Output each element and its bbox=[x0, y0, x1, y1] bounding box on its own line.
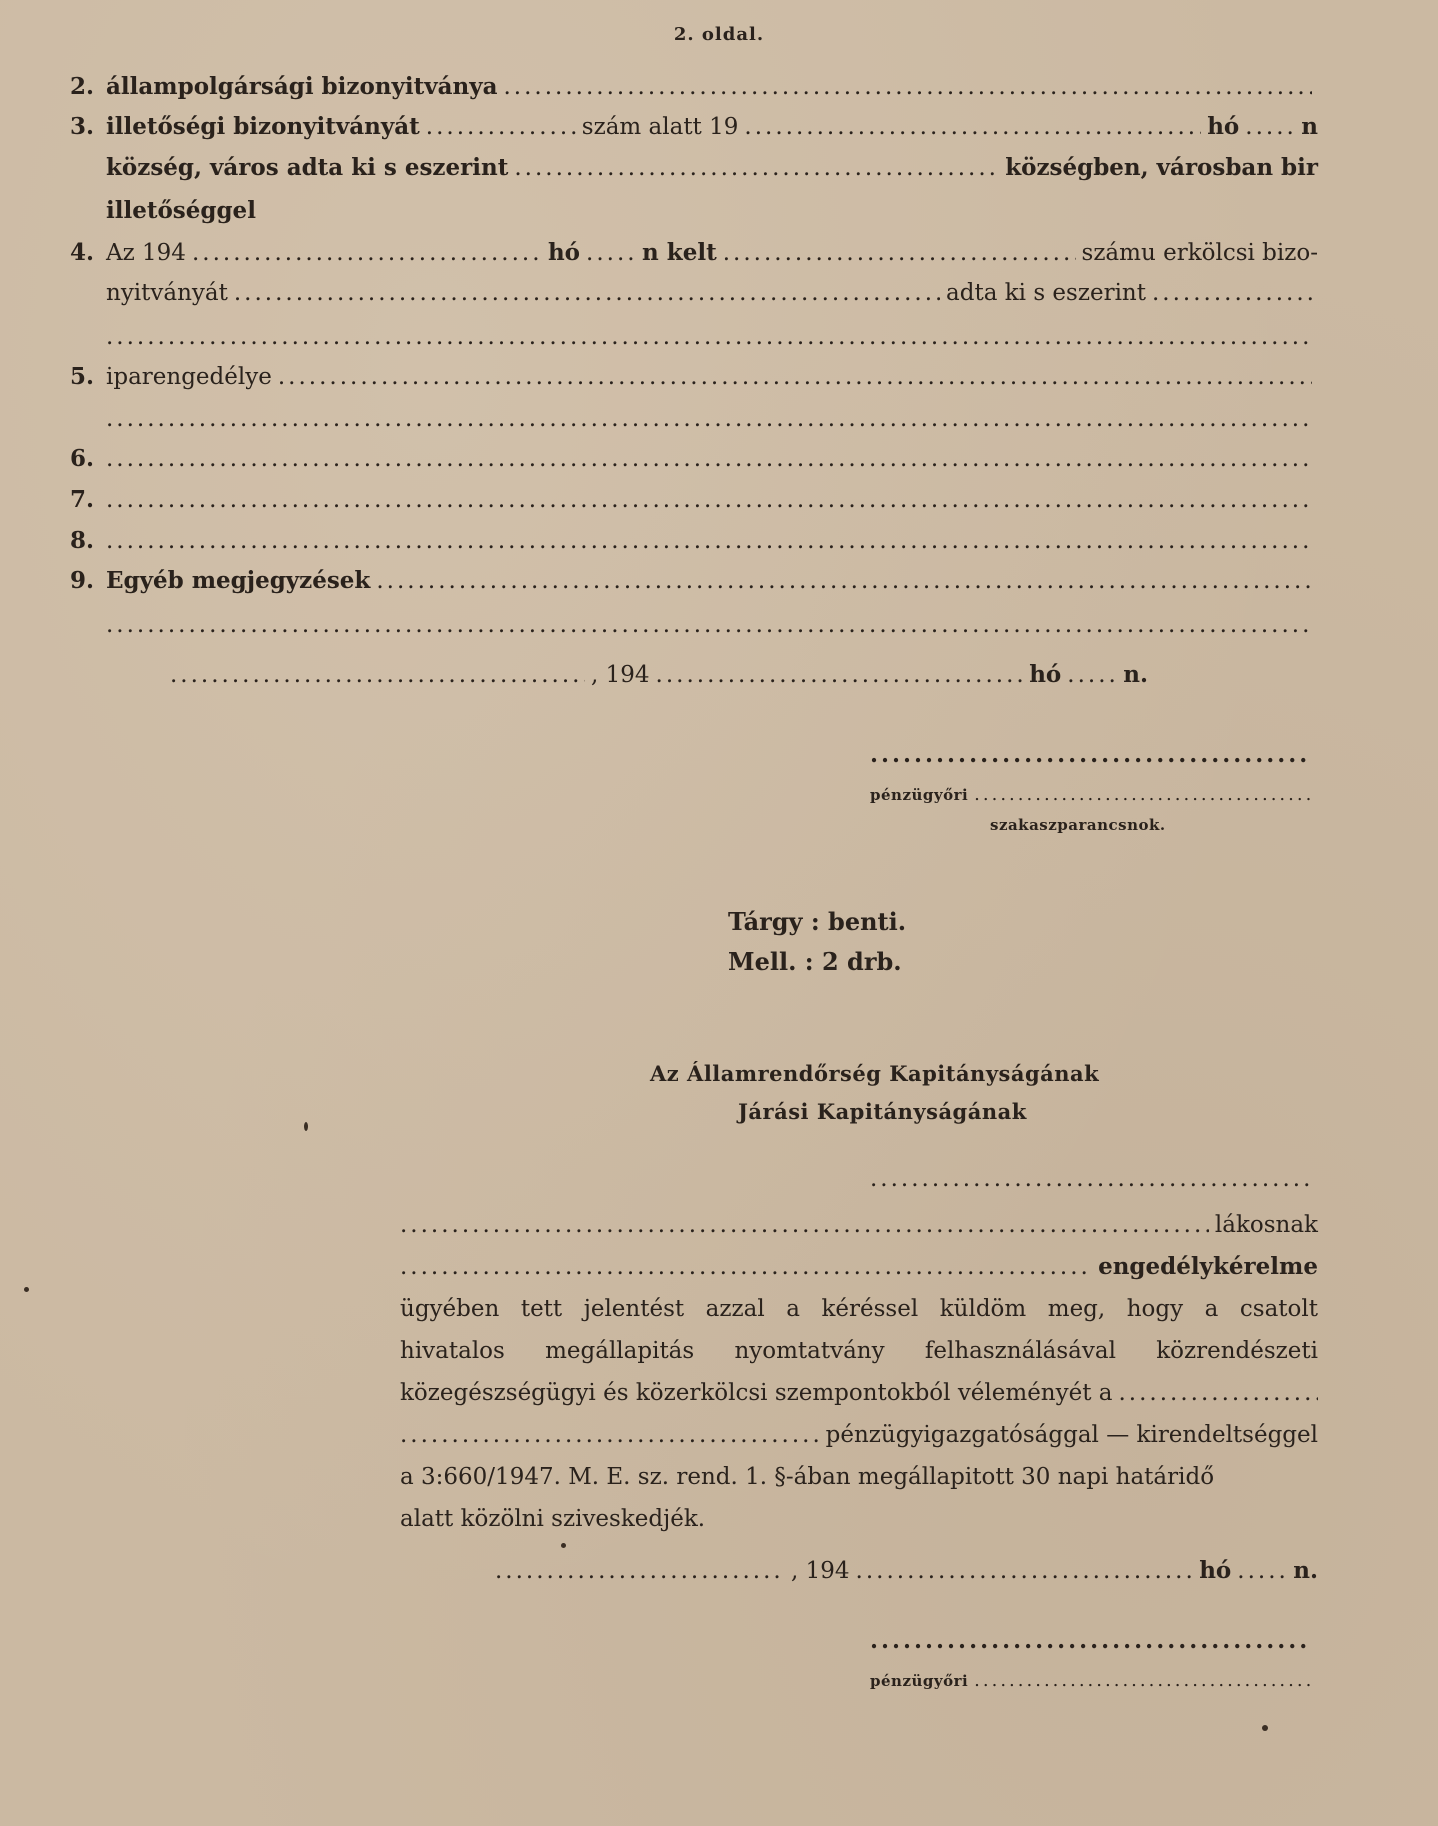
fill-in-dots bbox=[426, 112, 576, 142]
fill-in-dots bbox=[495, 1556, 785, 1586]
item-number: 6. bbox=[70, 445, 95, 472]
item-4-line3 bbox=[106, 322, 1318, 352]
date-line-1 bbox=[170, 660, 1148, 690]
item-text: hó bbox=[547, 239, 581, 266]
fill-in-dots bbox=[170, 660, 585, 690]
item-3-row bbox=[70, 112, 1318, 142]
body-text: engedélykérelme bbox=[1098, 1253, 1318, 1280]
fill-in-dots bbox=[106, 404, 1312, 434]
signature-title: pénzügyőri bbox=[870, 786, 969, 804]
body-line-6 bbox=[400, 1498, 1318, 1540]
item-text: községben, városban bir bbox=[1005, 154, 1318, 181]
body-text: a 3:660/1947. M. E. sz. rend. 1. §-ában megállapitott 30 napi határidő bbox=[400, 1464, 1215, 1490]
signature-title: pénzügyőri bbox=[870, 1672, 969, 1690]
item-5-row bbox=[70, 362, 1318, 392]
item-text: számu erkölcsi bizo- bbox=[1081, 240, 1318, 266]
date-line-2 bbox=[495, 1556, 1318, 1586]
item-label: Az 194 bbox=[106, 240, 186, 266]
body-text: alatt közölni sziveskedjék. bbox=[400, 1506, 706, 1532]
item-label: illetőségi bizonyitványát bbox=[106, 113, 420, 140]
item-6-row bbox=[70, 444, 1318, 474]
date-month: hó bbox=[1199, 1557, 1232, 1584]
item-text: adta ki s eszerint bbox=[946, 280, 1146, 306]
addressee-dots bbox=[870, 1164, 1318, 1194]
item-text: n kelt bbox=[642, 239, 717, 266]
page-number: 2. oldal. bbox=[673, 24, 765, 45]
fill-in-dots bbox=[278, 362, 1312, 392]
body-text: közegészségügyi és közerkölcsi szempontokból véleményét a bbox=[400, 1380, 1113, 1406]
item-7-row bbox=[70, 485, 1318, 515]
fill-in-dots bbox=[106, 610, 1312, 640]
subject-line: Tárgy : benti. bbox=[728, 907, 907, 936]
fill-in-dots bbox=[744, 112, 1201, 142]
signature-1-rank bbox=[990, 816, 1166, 834]
item-8-row bbox=[70, 526, 1318, 556]
fill-in-dots bbox=[400, 1414, 820, 1456]
fill-in-dots bbox=[1119, 1372, 1319, 1414]
fill-in-dots bbox=[1245, 112, 1295, 142]
paper-speck bbox=[1262, 1725, 1268, 1731]
item-3-line2 bbox=[106, 153, 1318, 183]
paper-speck bbox=[561, 1543, 566, 1548]
body-line-2 bbox=[400, 1330, 1318, 1372]
date-year: , 194 bbox=[791, 1558, 850, 1584]
fill-in-dots bbox=[106, 322, 1312, 352]
fill-in-dots bbox=[400, 1204, 1209, 1246]
fill-in-dots bbox=[106, 526, 1312, 556]
item-3-line3 bbox=[106, 196, 1318, 226]
fill-in-dots bbox=[400, 1246, 1092, 1288]
item-number: 4. bbox=[70, 239, 95, 266]
signature-dots bbox=[870, 1626, 1312, 1656]
body-line-4 bbox=[400, 1414, 1318, 1456]
body-line-1 bbox=[400, 1288, 1318, 1330]
fill-in-dots bbox=[1237, 1556, 1287, 1586]
signature-2-line bbox=[870, 1626, 1318, 1656]
paper-speck bbox=[304, 1122, 308, 1131]
attachments-line: Mell. : 2 drb. bbox=[728, 947, 902, 976]
paper-speck bbox=[24, 1287, 29, 1292]
item-2-row bbox=[70, 72, 1318, 102]
body-engedely-row bbox=[400, 1246, 1318, 1288]
body-text: pénzügyigazgatósággal — kirendeltséggel bbox=[825, 1422, 1318, 1448]
fill-in-dots bbox=[974, 1670, 1312, 1691]
signature-1-title-row bbox=[870, 784, 1318, 805]
item-number: 5. bbox=[70, 363, 95, 390]
item-9-row bbox=[70, 566, 1318, 596]
date-month: hó bbox=[1029, 661, 1062, 688]
body-text: hivatalos megállapitás nyomtatvány felhasználásával közrendészeti bbox=[400, 1338, 1318, 1364]
body-text: ügyében tett jelentést azzal a kéréssel küldöm meg, hogy a csatolt bbox=[400, 1296, 1318, 1322]
item-4-row bbox=[70, 238, 1318, 268]
fill-in-dots bbox=[1067, 660, 1117, 690]
addressee-line-2: Járási Kapitányságának bbox=[738, 1099, 1027, 1124]
fill-in-dots bbox=[106, 444, 1312, 474]
addressee-line-1: Az Államrendőrség Kapitányságának bbox=[650, 1061, 1100, 1086]
item-label: iparengedélye bbox=[106, 364, 272, 390]
fill-in-dots bbox=[856, 1556, 1194, 1586]
body-text: lákosnak bbox=[1214, 1212, 1318, 1238]
item-5-line2 bbox=[106, 404, 1318, 434]
item-number: 3. bbox=[70, 113, 95, 140]
item-number: 9. bbox=[70, 567, 95, 594]
signature-2-title-row bbox=[870, 1670, 1318, 1691]
subject-block bbox=[728, 902, 906, 982]
date-day: n. bbox=[1293, 1557, 1318, 1584]
date-year: , 194 bbox=[591, 662, 650, 688]
item-label: Egyéb megjegyzések bbox=[106, 567, 371, 594]
item-label: állampolgársági bizonyitványa bbox=[106, 73, 498, 100]
item-text: illetőséggel bbox=[106, 197, 256, 224]
date-day: n. bbox=[1123, 661, 1148, 688]
fill-in-dots bbox=[974, 784, 1312, 805]
fill-in-dots bbox=[503, 72, 1312, 102]
body-line-5 bbox=[400, 1456, 1318, 1498]
fill-in-dots bbox=[376, 566, 1312, 596]
item-text: község, város adta ki s eszerint bbox=[106, 154, 509, 181]
fill-in-dots bbox=[192, 238, 542, 268]
fill-in-dots bbox=[723, 238, 1076, 268]
fill-in-dots bbox=[106, 485, 1312, 515]
item-text: szám alatt 19 bbox=[581, 114, 739, 140]
body-lakosnak-row bbox=[400, 1204, 1318, 1246]
signature-dots bbox=[870, 740, 1312, 770]
item-9-line2 bbox=[106, 610, 1318, 640]
signature-1-line bbox=[870, 740, 1318, 770]
fill-in-dots bbox=[514, 153, 999, 183]
item-text: hó bbox=[1207, 113, 1240, 140]
body-line-3 bbox=[400, 1372, 1318, 1414]
item-number: 8. bbox=[70, 527, 95, 554]
item-number: 2. bbox=[70, 73, 95, 100]
item-text: nyitványát bbox=[106, 280, 228, 306]
fill-in-dots bbox=[234, 278, 940, 308]
fill-in-dots bbox=[1152, 278, 1312, 308]
item-number: 7. bbox=[70, 486, 95, 513]
item-4-line2 bbox=[106, 278, 1318, 308]
fill-in-dots bbox=[586, 238, 636, 268]
fill-in-dots bbox=[656, 660, 1024, 690]
signature-rank: szakaszparancsnok. bbox=[990, 816, 1166, 834]
fill-in-dots bbox=[870, 1164, 1312, 1194]
item-text: n bbox=[1301, 113, 1318, 140]
